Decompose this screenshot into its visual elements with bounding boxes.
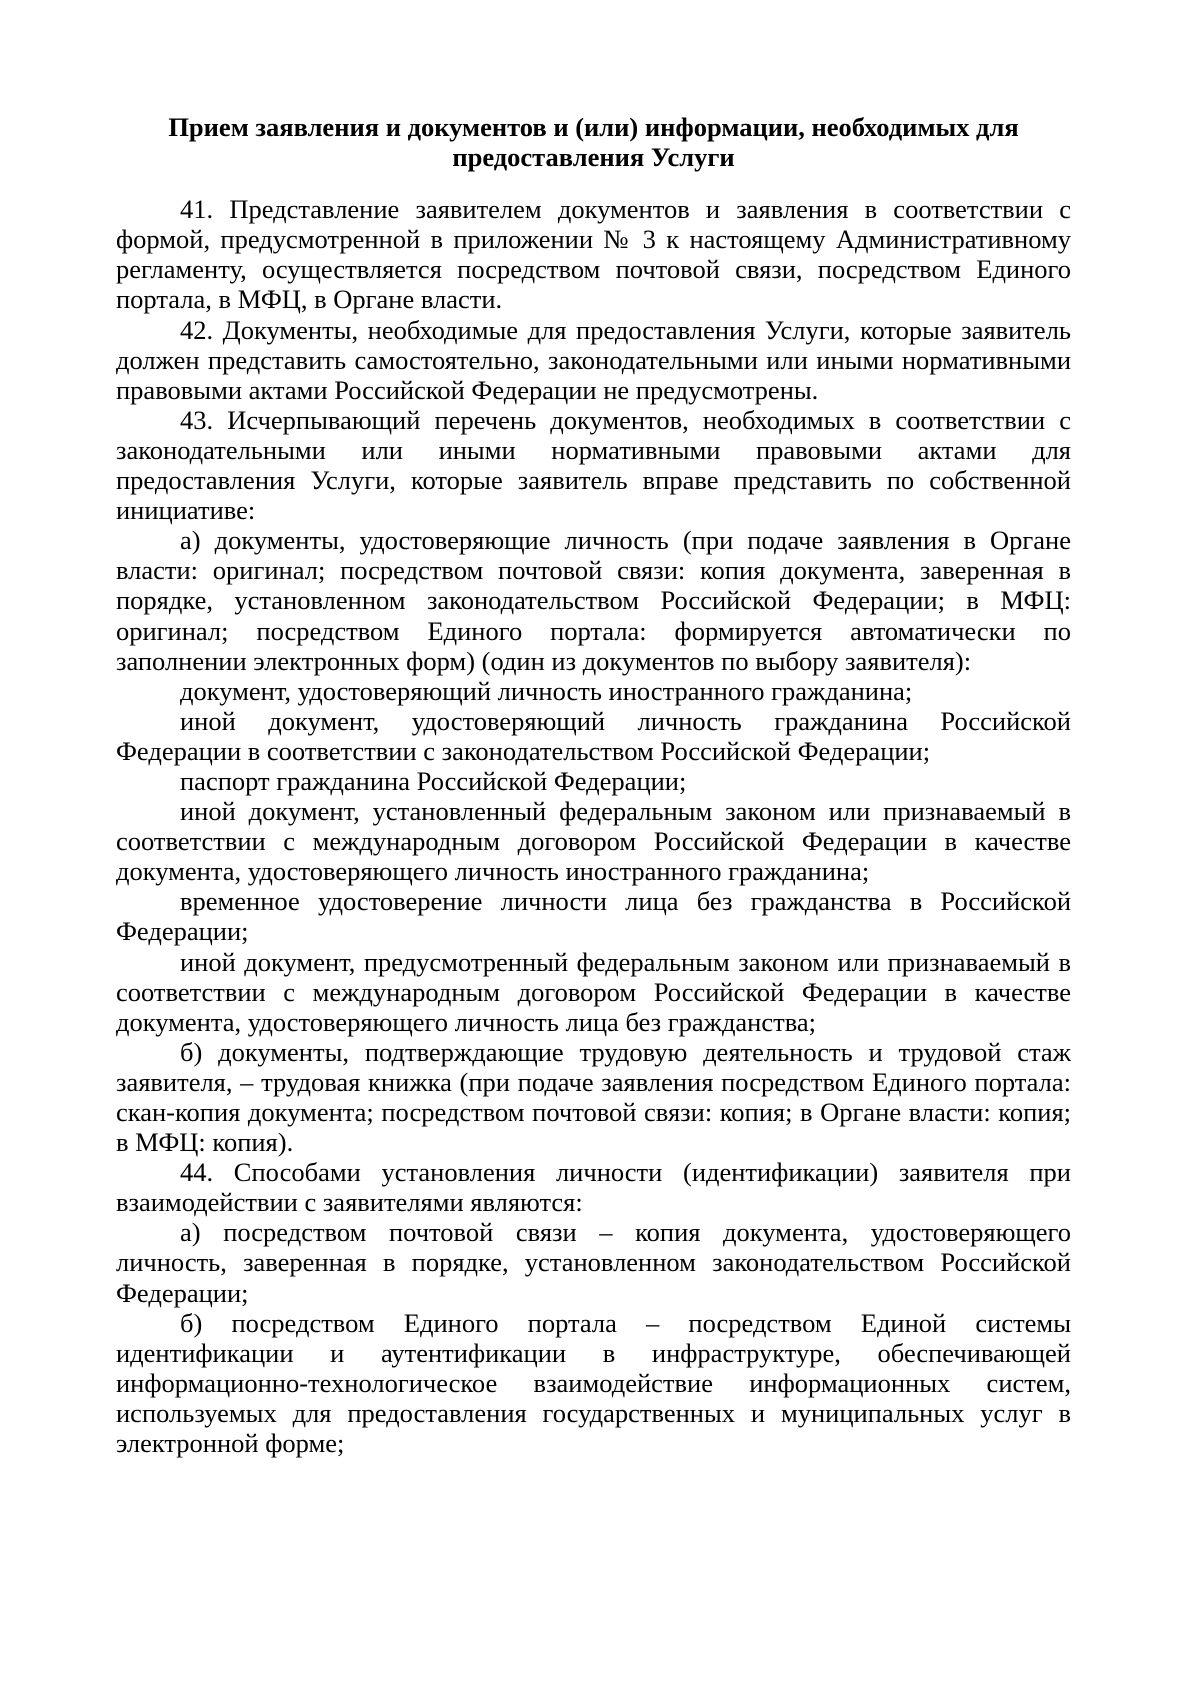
section-title-line-2: предоставления Услуги: [452, 142, 735, 173]
paragraph-42: 42. Документы, необходимые для предоставления Услуги, которые заявитель должен представить самостоятельно, законодательными или иными нормативными правовыми актами Российской Федерации не предусмотрены.: [116, 314, 1071, 405]
list-item-other-foreign-doc: иной документ, установленный федеральным законом или признаваемый в соответствии с международным договором Российской Федерации в качестве документа, удостоверяющего личность иностранного гражданина;: [116, 796, 1071, 887]
section-title: [116, 112, 1071, 172]
paragraph-44: 44. Способами установления личности (идентификации) заявителя при взаимодействии с заявителями являются:: [116, 1157, 1071, 1218]
paragraph-41: 41. Представление заявителем документов и заявления в соответствии с формой, предусмотренной в приложении № 3 к настоящему Административному регламенту, осуществляется посредством почтовой связи, посредством Единого портала, в МФЦ, в Органе власти.: [116, 194, 1071, 315]
list-item-temporary-id: временное удостоверение личности лица без гражданства в Российской Федерации;: [116, 886, 1071, 947]
list-item-foreign-id: документ, удостоверяющий личность иностранного гражданина;: [180, 675, 913, 706]
paragraph-43-a: а) документы, удостоверяющие личность (при подаче заявления в Органе власти: оригинал; посредством почтовой связи: копия документа, заверенная в порядке, установленном законодательством Российской Федерации; в МФЦ: оригинал; посредством Единого портала: формируется автоматически по заполнении электронных форм) (один из документов по выбору заявителя):: [116, 525, 1071, 676]
list-item-other-rf-id: иной документ, удостоверяющий личность гражданина Российской Федерации в соответствии с законодательством Российской Федерации;: [116, 705, 1071, 766]
paragraph-43: 43. Исчерпывающий перечень документов, необходимых в соответствии с законодательными или иными нормативными правовыми актами для предоставления Услуги, которые заявитель вправе представить по собственной инициативе:: [116, 404, 1071, 526]
paragraph-43-b: б) документы, подтверждающие трудовую деятельность и трудовой стаж заявителя, – трудовая книжка (при подаче заявления посредством Единого портала: скан-копия документа; посредством почтовой связи: копия; в Органе власти: копия; в МФЦ: копия).: [116, 1036, 1071, 1158]
paragraph-44-b: б) посредством Единого портала – посредством Единой системы идентификации и аутентификации в инфраструктуре, обеспечивающей информационно-технологическое взаимодействие информационных систем, используемых для предоставления государственных и муниципальных услуг в электронной форме;: [116, 1307, 1071, 1459]
list-item-stateless-doc: иной документ, предусмотренный федеральным законом или признаваемый в соответствии с международным договором Российской Федерации в качестве документа, удостоверяющего личность лица без гражданства;: [116, 946, 1071, 1037]
section-title-line-1: Прием заявления и документов и (или) информации, необходимых для: [168, 112, 1019, 142]
list-item-rf-passport: паспорт гражданина Российской Федерации;: [180, 765, 687, 796]
paragraph-44-a: а) посредством почтовой связи – копия документа, удостоверяющего личность, заверенная в порядке, установленном законодательством Российской Федерации;: [116, 1217, 1071, 1308]
document-page: [116, 112, 1071, 1458]
